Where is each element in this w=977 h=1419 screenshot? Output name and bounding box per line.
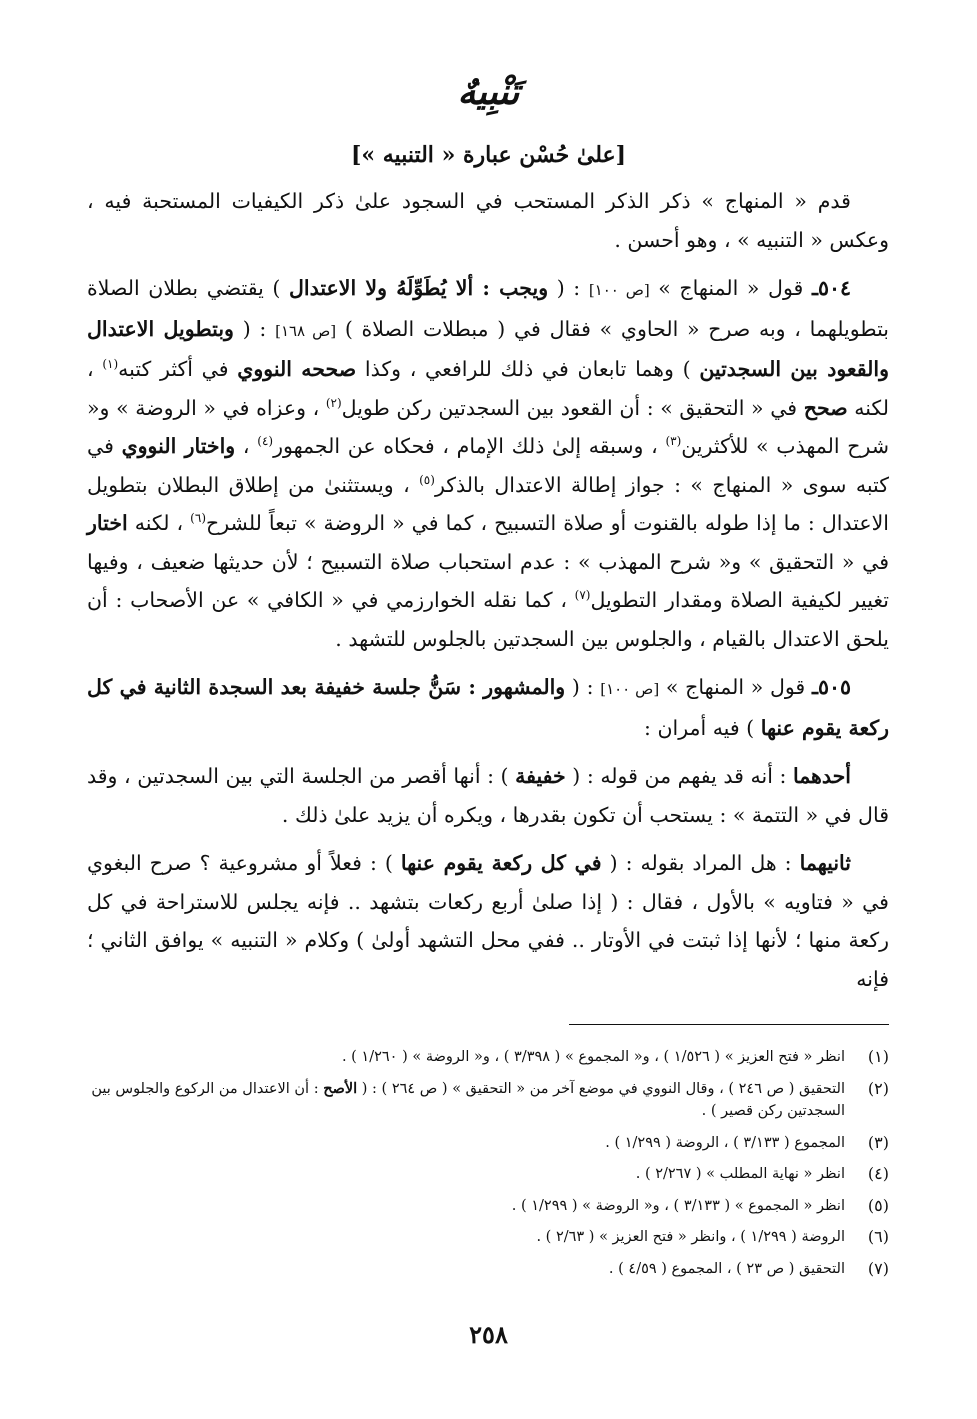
point-label: ثانيهما bbox=[799, 851, 851, 875]
paragraph-second-point: ثانيهما : هل المراد بقوله : ( في كل ركعة يقوم عنها ) : فعلاً أو مشروعية ؟ صرح البغوي في « فتاويه » بالأول ، فقال : ( إذا صلىٰ أربع ركعات بتشهد .. فإنه يجلس للاستراحة في كل ركعة منها ؛ لأنها إذا ثبتت في الأوتار .. ففي محل التشهد أولىٰ ) وكلام « التنبيه » يوافق الثاني ؛ فإنه bbox=[87, 851, 889, 991]
quoted-text: وبتطويل الاعتدال والقعود بين السجدتين bbox=[87, 316, 890, 381]
page-reference: [ص ١٦٨] bbox=[275, 321, 337, 340]
footnote-separator bbox=[569, 1024, 889, 1025]
footnote-number: (٧) bbox=[867, 1258, 889, 1278]
footnote-marker: (١) bbox=[102, 357, 119, 372]
footnote-number: (١) bbox=[867, 1047, 889, 1066]
footnote-marker: (٧) bbox=[574, 588, 591, 603]
page-number: ٢٥٨ bbox=[469, 1320, 508, 1349]
footnote-text: التحقيق ( ص ٢٤٦ ) ، وقال النووي في موضع آخر من « التحقيق » ( ص ٢٦٤ ) : ( الأصح : أن الاعتدال من الركوع والجلوس بين السجدتين ركن قصير ) . bbox=[91, 1079, 845, 1119]
entry-number: ٥٠٥ـ bbox=[811, 675, 851, 699]
footnote-marker: (٣) bbox=[665, 434, 682, 449]
section-heading: تَنْبِيهٌ bbox=[457, 71, 520, 113]
paragraph-504: ٥٠٤ـ قول « المنهاج » [ص ١٠٠] : ( ويجب : ألا يُطَوِّلَهُ ولا الاعتدال ) يقتضي بطلان الصلاة بتطويلهما ، وبه صرح « الحاوي » فقال في ( مبطلات الصلاة ) [ص ١٦٨] : ( وبتطويل الاعتدال والقعود بين السجدتين ) وهما تابعان في ذلك للرافعي ، وكذا صححه النووي في أكثر كتبه$^{(١)}$ ، لكنه صحح في « التحقيق » : أن القعود بين السجدتين ركن طويل$^{(٢)}$ ، وعزاه في « الروضة » و« شرح المهذب » للأكثرين$^{(٣)}$ ، وسبقه إلىٰ ذلك الإمام ، فحكاه عن الجمهور$^{(٤)}$ ، واختار النووي في كتبه سوى « المنهاج » : جواز إطالة الاعتدال بالذكر$^{(٥)}$ ، ويستثنىٰ من إطلاق البطلان بتطويل الاعتدال : ما إذا طوله بالقنوت أو صلاة التسبيح ، كما في « الروضة » تبعاً للشرح$^{(٦)}$ ، لكنه اختار في « التحقيق » و« شرح المهذب » : عدم استحباب صلاة التسبيح ؛ لأن حديثها ضعيف ، وفيها تغيير لكيفية الصلاة ومقدار التطويل$^{(٧)}$ ، كما نقله الخوارزمي في « الكافي » عن الأصحاب : أن يلحق الاعتدال بالقيام ، والجلوس بين السجدتين بالجلوس للتشهد . bbox=[87, 276, 890, 651]
paragraph-first-point: أحدهما : أنه قد يفهم من قوله : ( خفيفة ) : أنها أقصر من الجلسة التي بين السجدتين ، وقد قال في « التتمة » : يستحب أن تكون بقدرها ، ويكره أن يزيد علىٰ ذلك . bbox=[87, 764, 889, 827]
footnote-item bbox=[87, 1226, 889, 1249]
footnote-item bbox=[87, 1078, 889, 1123]
footnote-text: المجموع ( ٣/١٣٣ ) ، الروضة ( ١/٢٩٩ ) . bbox=[605, 1134, 845, 1151]
page-reference: [ص ١٠٠] bbox=[588, 281, 650, 299]
footnote-text: الروضة ( ١/٢٩٩ ) ، وانظر « فتح العزيز » ( ٢/٦٣ ) . bbox=[536, 1229, 845, 1245]
footnote-number: (٤) bbox=[867, 1164, 889, 1183]
footnote-item bbox=[87, 1258, 889, 1281]
footnote-text: انظر « فتح العزيز » ( ١/٥٢٦ ) ، و« المجموع » ( ٣/٣٩٨ ) ، و« الروضة » ( ١/٢٦٠ ) . bbox=[341, 1049, 845, 1065]
footnote-number: (٢) bbox=[867, 1078, 889, 1098]
footnote-marker: (٥) bbox=[419, 472, 435, 487]
paragraph-505: ٥٠٥ـ قول « المنهاج » [ص ١٠٠] : ( والمشهور : سَنُّ جلسة خفيفة بعد السجدة الثانية في كل ركعة يقوم عنها ) فيه أمران : bbox=[87, 675, 889, 740]
footnotes bbox=[87, 1046, 889, 1289]
body-text bbox=[87, 182, 889, 1008]
emphasis-text: صحح bbox=[803, 395, 848, 420]
footnote-text: التحقيق ( ص ٢٣ ) ، المجموع ( ٤/٥٩ ) . bbox=[608, 1260, 845, 1277]
footnote-item bbox=[87, 1132, 889, 1155]
intro-paragraph: قدم « المنهاج » ذكر الذكر المستحب في السجود علىٰ ذكر الكيفيات المستحبة فيه ، وعكس « التنبيه » ، وهو أحسن . bbox=[87, 189, 889, 252]
emphasis-text: الأصح bbox=[323, 1079, 358, 1097]
footnote-text: انظر « نهاية المطلب » ( ٢/٢٦٧ ) . bbox=[635, 1166, 845, 1182]
footnote-number: (٣) bbox=[867, 1132, 889, 1152]
footnote-item bbox=[87, 1195, 889, 1218]
footnote-number: (٦) bbox=[867, 1227, 889, 1246]
footnote-item bbox=[87, 1163, 889, 1186]
footnote-marker: (٢) bbox=[325, 395, 342, 410]
section-subheading: [علىٰ حُسْن عبارة « التنبيه »] bbox=[350, 142, 627, 168]
footnote-number: (٥) bbox=[867, 1195, 889, 1215]
point-label: أحدهما bbox=[792, 764, 851, 788]
emphasis-text: اختار bbox=[87, 511, 128, 535]
footnote-item bbox=[87, 1046, 889, 1069]
page-reference: [ص ١٠٠] bbox=[600, 680, 660, 698]
quoted-text: والمشهور : سَنُّ جلسة خفيفة بعد السجدة الثانية في كل ركعة يقوم عنها bbox=[87, 675, 889, 740]
emphasis-text: واختار النووي bbox=[121, 434, 236, 458]
quoted-text: ويجب : ألا يُطَوِّلَهُ ولا الاعتدال bbox=[289, 276, 549, 300]
emphasis-text: صححه النووي bbox=[237, 357, 357, 381]
quoted-text: خفيفة bbox=[515, 764, 566, 788]
footnote-text: انظر « المجموع » ( ٣/١٣٣ ) ، و« الروضة » ( ١/٢٩٩ ) . bbox=[511, 1197, 845, 1214]
entry-number: ٥٠٤ـ bbox=[811, 276, 851, 300]
footnote-marker: (٤) bbox=[257, 434, 274, 449]
quoted-text: في كل ركعة يقوم عنها bbox=[400, 851, 602, 875]
footnote-marker: (٦) bbox=[190, 511, 206, 526]
